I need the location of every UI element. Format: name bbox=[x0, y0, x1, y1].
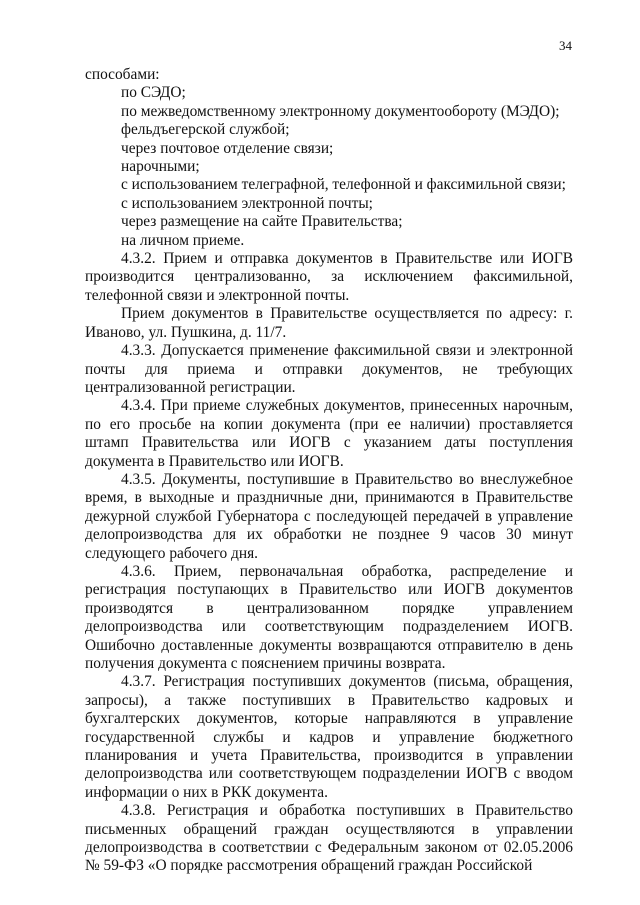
method-item: фельдъегерской службой; bbox=[121, 121, 290, 139]
method-item: через размещение на сайте Правительства; bbox=[121, 213, 403, 231]
method-item: с использованием электронной почты; bbox=[121, 194, 373, 212]
paragraph: Прием документов в Правительстве осуществляется по адресу: г. Иваново, ул. Пушкина, д. 11/7. bbox=[85, 305, 573, 341]
methods-list bbox=[85, 84, 573, 250]
paragraph: 4.3.6. Прием, первоначальная обработка, распределение и регистрация поступающих в Правительство или ИОГВ документов производятся в централизованном порядке управлением делопроизводства или соответствующим подразделением ИОГВ. Ошибочно доставленные документы возвращаются отправителю в день получения документа с пояснением причины возврата. bbox=[85, 562, 573, 672]
page-number: 34 bbox=[559, 38, 572, 53]
paragraph: 4.3.3. Допускается применение факсимильной связи и электронной почты для приема и отправки документов, не требующих централизованной регистрации. bbox=[85, 342, 573, 396]
paragraph: 4.3.4. При приеме служебных документов, принесенных нарочным, по его просьбе на копии документа (при ее наличии) проставляется штамп Правительства или ИОГВ с указанием даты поступления документа в Правительство или ИОГВ. bbox=[85, 397, 573, 470]
paragraph: 4.3.5. Документы, поступившие в Правительство во внеслужебное время, в выходные и праздничные дни, принимаются в Правительстве дежурной службой Губернатора с последующей передачей в управление делопроизводства для их обработки не позднее 9 часов 30 минут следующего рабочего дня. bbox=[85, 470, 573, 562]
method-item: по СЭДО; bbox=[121, 84, 186, 102]
paragraph: 4.3.2. Прием и отправка документов в Правительстве или ИОГВ производится централизованно, за исключением факсимильной, телефонной связи и электронной почты. bbox=[85, 250, 573, 304]
method-item: на личном приеме. bbox=[121, 231, 245, 249]
method-item: по межведомственному электронному документообороту (МЭДО); bbox=[121, 102, 560, 120]
document-body bbox=[85, 66, 573, 876]
method-item: нарочными; bbox=[121, 158, 200, 176]
methods-intro: способами: bbox=[85, 66, 160, 83]
paragraph: 4.3.7. Регистрация поступивших документов (письма, обращения, запросы), а также поступивших в Правительство кадровых и бухгалтерских документов, которые направляются в управление государственной службы и кадров и управление бюджетного планирования и учета Правительства, производится в управлении делопроизводства или соответствующем подразделении ИОГВ с вводом информации о них в РКК документа. bbox=[85, 673, 573, 801]
paragraphs bbox=[85, 250, 573, 876]
method-item: с использованием телеграфной, телефонной и факсимильной связи; bbox=[121, 176, 566, 194]
paragraph: 4.3.8. Регистрация и обработка поступивших в Правительство письменных обращений граждан осуществляются в управлении делопроизводства в соответствии с Федеральным законом от 02.05.2006 № 59-ФЗ «О порядке рассмотрения обращений граждан Российской bbox=[85, 802, 573, 875]
method-item: через почтовое отделение связи; bbox=[121, 139, 334, 157]
